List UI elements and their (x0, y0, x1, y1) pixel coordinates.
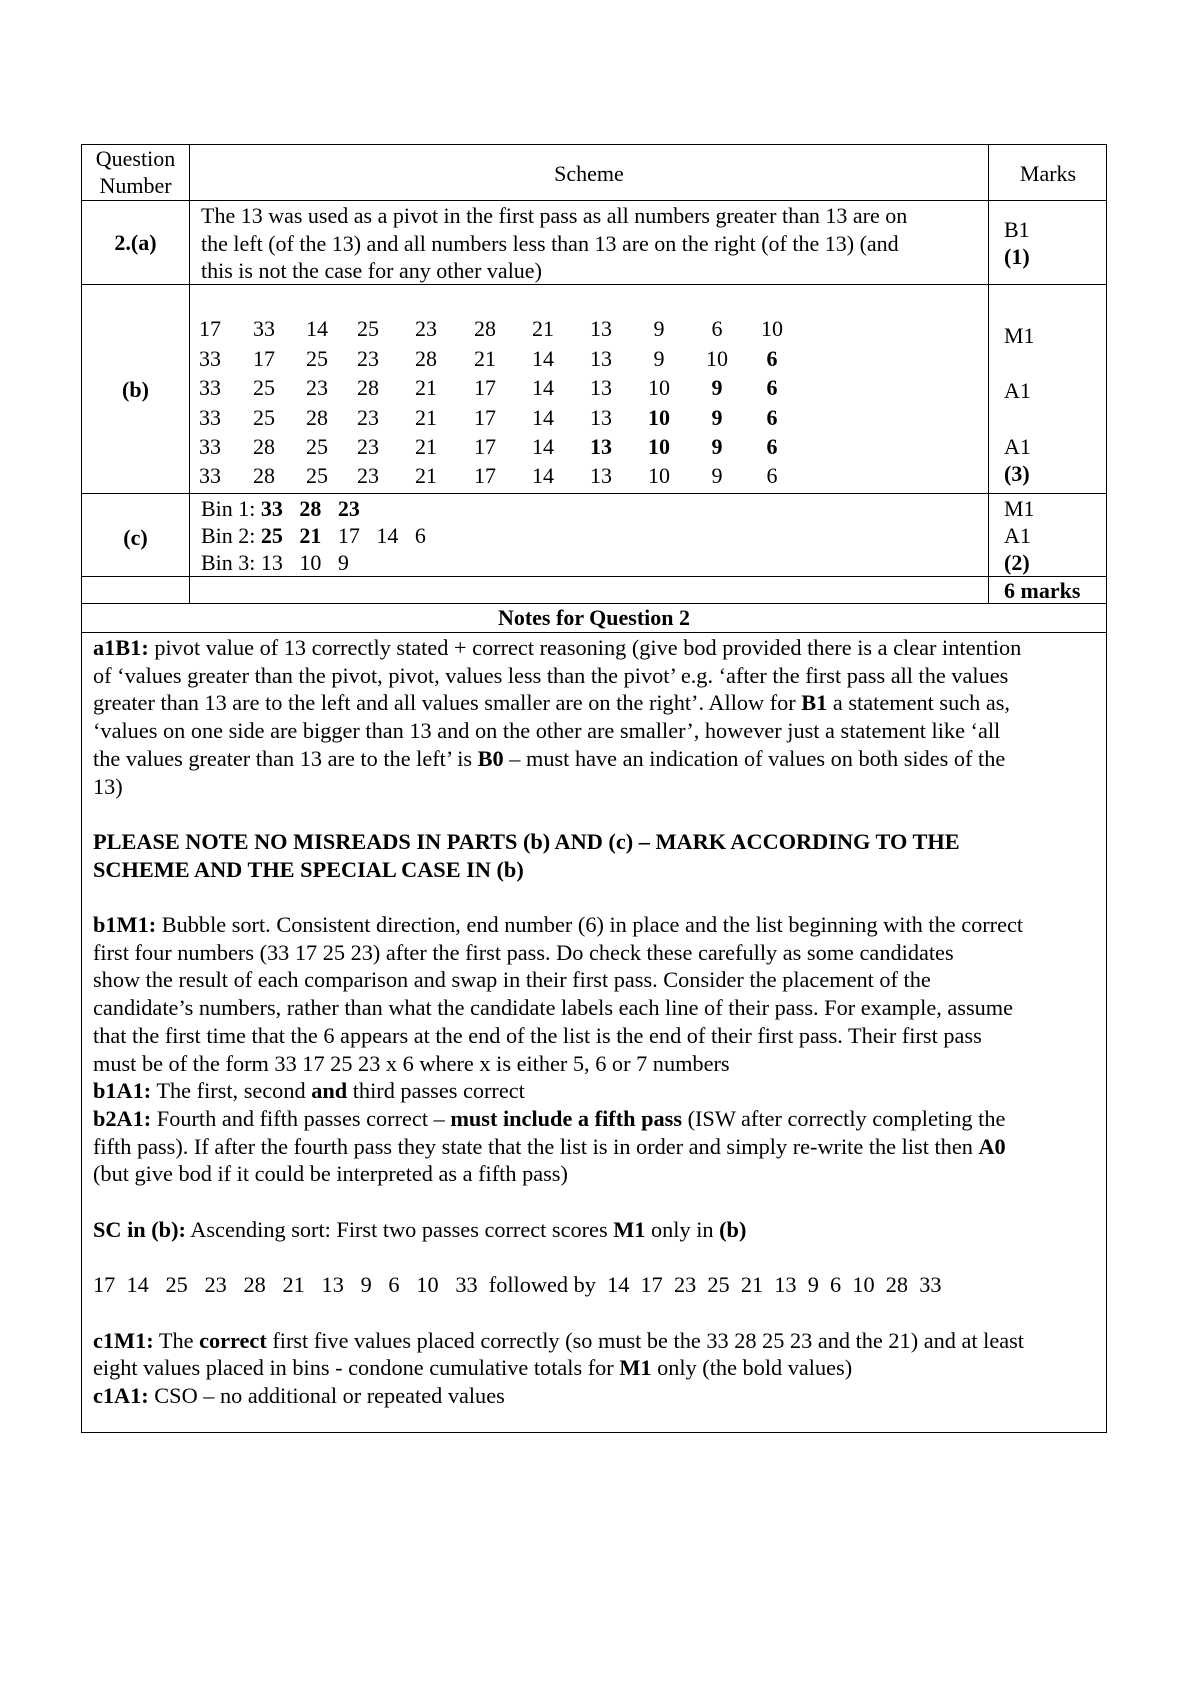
part-a-answer (201, 202, 986, 285)
notes-body (93, 634, 1098, 1410)
sort-value: 14 (532, 375, 554, 400)
sort-value: 21 (415, 434, 437, 459)
question-number-header-line2: Number (99, 173, 172, 198)
sort-value: 21 (532, 316, 554, 341)
note-text: third passes correct (347, 1078, 525, 1104)
bin-value-bold: 25 (260, 523, 300, 548)
sort-value: 6 (766, 375, 778, 400)
note-text-line: candidate’s numbers, rather than what the candidate labels each line of their pass. For example, assume (93, 995, 1014, 1021)
part-a-answer-line: the left (of the 13) and all numbers less than 13 are on the right (of the 13) (and (201, 230, 899, 256)
bin-value-bold: 28 (299, 496, 338, 521)
note-text: (ISW after correctly completing the (682, 1105, 1006, 1131)
sort-value: 23 (357, 434, 379, 459)
note-tag: c1M1: (93, 1327, 154, 1353)
sort-value: 33 (199, 463, 221, 488)
note-text-line: show the result of each comparison and swap in their first pass. Consider the placement of the (93, 967, 931, 993)
note-emphasis: (b) (719, 1216, 747, 1242)
note-text: CSO – no additional or repeated values (148, 1382, 505, 1408)
bin-line (201, 549, 442, 576)
sort-value: 28 (474, 316, 496, 341)
note-text: Ascending sort: First two passes correct scores (185, 1216, 614, 1242)
sort-value: 21 (415, 405, 437, 430)
note-text: Fourth and fifth passes correct – (151, 1105, 451, 1131)
bin-value: 10 (299, 550, 338, 575)
sort-value: 28 (415, 346, 437, 371)
note-text-line: (but give bod if it could be interpreted as a fifth pass) (93, 1161, 568, 1187)
note-text: only (the bold values) (651, 1355, 853, 1381)
sort-value: 25 (306, 463, 328, 488)
note-text-line: first four numbers (33 17 25 23) after the first pass. Do check these carefully as some candidates (93, 939, 954, 965)
sort-pass-row (0, 403, 800, 432)
bin-value: 9 (337, 550, 366, 575)
sort-value: 13 (590, 405, 612, 430)
sort-value: 6 (766, 434, 778, 459)
sort-value: 25 (306, 346, 328, 371)
sort-pass-row (0, 432, 800, 461)
note-tag: c1A1: (93, 1382, 149, 1408)
scheme-header: Scheme (554, 161, 624, 186)
note-text-line (93, 745, 1098, 773)
mark-code: B0 (477, 745, 504, 771)
bin-line (201, 522, 442, 549)
mark-code: B1 (1004, 217, 1030, 242)
sort-value: 28 (306, 405, 328, 430)
sort-value: 17 (474, 375, 496, 400)
sort-value: 25 (357, 316, 379, 341)
marks-header: Marks (1019, 161, 1077, 186)
sort-value: 23 (357, 463, 379, 488)
sort-value: 9 (711, 375, 723, 400)
sort-value: 33 (199, 375, 221, 400)
question-label-2c: (c) (123, 525, 148, 550)
bin-label: Bin 3: (201, 550, 261, 575)
sort-pass-row (0, 344, 800, 373)
sort-value: 17 (199, 316, 221, 341)
note-text-line: of ‘values greater than the pivot, pivot, values less than the pivot’ e.g. ‘after the first pass all the values (93, 662, 1009, 688)
please-note-line: PLEASE NOTE NO MISREADS IN PARTS (b) AND (c) – MARK ACCORDING TO THE (93, 828, 960, 854)
note-text: eight values placed in bins - condone cumulative totals for (93, 1355, 620, 1381)
note-text: fifth pass). If after the fourth pass they state that the list is in order and simply re-write the list then (93, 1133, 979, 1159)
note-special-case (93, 1216, 1098, 1244)
note-text: The first, second (151, 1078, 312, 1104)
sort-value: 6 (766, 405, 778, 430)
note-text: only in (645, 1216, 720, 1242)
special-case-sequence: 17 14 25 23 28 21 13 9 6 10 33 followed by 14 17 23 25 21 13 9 6 10 28 33 (93, 1272, 942, 1298)
sort-value: 17 (253, 346, 275, 371)
note-text: first five values placed correctly (so must be the 33 28 25 23 and the 21) and at least (266, 1327, 1024, 1353)
sort-value: 23 (415, 316, 437, 341)
note-emphasis: and (311, 1078, 348, 1104)
bin-packing-answer (201, 495, 442, 576)
sort-value: 28 (357, 375, 379, 400)
note-text: greater than 13 are to the left and all values smaller are on the right’. Allow for (93, 690, 802, 716)
sort-value: 13 (590, 463, 612, 488)
sort-value: 25 (306, 434, 328, 459)
sort-value: 21 (474, 346, 496, 371)
table-divider (81, 200, 1107, 201)
bin-value-bold: 23 (337, 496, 377, 521)
sort-value: 33 (199, 434, 221, 459)
note-c1a1 (93, 1382, 1098, 1410)
mark-code: M1 (613, 1216, 646, 1242)
table-divider (81, 576, 1107, 577)
note-text-line: 13) (93, 773, 123, 799)
note-text-line (93, 689, 1098, 717)
note-text: pivot value of 13 correctly stated + correct reasoning (give bod provided there is a clear intention (148, 635, 1022, 660)
sort-value: 10 (648, 405, 670, 430)
mark-subtotal: (1) (1004, 244, 1030, 269)
sort-value: 9 (653, 316, 665, 341)
note-a1b1 (93, 634, 1098, 662)
sort-pass-row (0, 314, 800, 343)
sort-value: 9 (711, 434, 723, 459)
note-text-line: that the first time that the 6 appears at the end of the list is the end of their first pass. Their first pass (93, 1022, 982, 1048)
note-tag: b2A1: (93, 1105, 152, 1131)
part-a-answer-line: this is not the case for any other value) (201, 258, 542, 283)
sort-value: 6 (766, 463, 778, 488)
note-text-line (93, 1133, 1098, 1161)
part-a-answer-line: The 13 was used as a pivot in the first pass as all numbers greater than 13 are on (201, 203, 908, 228)
note-tag: a1B1: (93, 635, 149, 660)
sort-value: 25 (253, 375, 275, 400)
sort-value: 17 (474, 405, 496, 430)
bin-value-bold: 21 (299, 523, 338, 548)
sort-pass-row (0, 461, 800, 490)
sort-value: 13 (590, 346, 612, 371)
bin-line (201, 495, 442, 522)
part-b-mark-m1: M1 (1004, 323, 1035, 348)
sort-value: 28 (253, 463, 275, 488)
sort-value: 10 (761, 316, 783, 341)
note-tag: b1A1: (93, 1078, 152, 1104)
note-c1m1 (93, 1327, 1098, 1355)
bin-value-bold: 33 (260, 496, 300, 521)
bin-value: 17 (337, 523, 377, 548)
sort-value: 14 (532, 405, 554, 430)
sort-value: 10 (706, 346, 728, 371)
notes-title: Notes for Question 2 (497, 605, 691, 630)
note-text-line: must be of the form 33 17 25 23 x 6 where x is either 5, 6 or 7 numbers (93, 1050, 730, 1076)
mark-code: A0 (978, 1133, 1006, 1159)
sort-value: 33 (199, 346, 221, 371)
sort-value: 9 (711, 405, 723, 430)
sort-value: 25 (253, 405, 275, 430)
sort-value: 6 (711, 316, 723, 341)
bin-value: 13 (260, 550, 300, 575)
note-b2a1 (93, 1105, 1098, 1133)
note-b1m1 (93, 911, 1098, 939)
sort-value: 6 (766, 346, 778, 371)
part-b-subtotal: (3) (1004, 461, 1030, 486)
table-divider (81, 493, 1107, 494)
question-number-header (82, 145, 189, 199)
part-c-marks (1004, 495, 1035, 576)
table-divider (988, 144, 989, 603)
sort-value: 14 (532, 463, 554, 488)
note-text: The (153, 1327, 200, 1353)
note-emphasis: must include a fifth pass (450, 1105, 682, 1131)
sort-value: 23 (306, 375, 328, 400)
note-text: a statement such as, (827, 690, 1010, 716)
note-text: Bubble sort. Consistent direction, end number (6) in place and the list beginning with the correct (156, 912, 1024, 937)
question-label-2a: 2.(a) (114, 230, 157, 255)
sort-value: 14 (532, 346, 554, 371)
bin-value: 14 (376, 523, 415, 548)
bin-label: Bin 1: (201, 496, 261, 521)
question-label-2b: (b) (122, 377, 149, 402)
mark-subtotal: (2) (1004, 550, 1030, 575)
sort-value: 33 (253, 316, 275, 341)
sort-value: 13 (590, 316, 612, 341)
question-number-header-line1: Question (95, 146, 176, 171)
sort-value: 9 (653, 346, 665, 371)
sort-value: 13 (590, 434, 612, 459)
sort-value: 21 (415, 375, 437, 400)
note-b1a1 (93, 1077, 1098, 1105)
mark-code: B1 (801, 690, 828, 716)
sort-value: 14 (306, 316, 328, 341)
bin-label: Bin 2: (201, 523, 261, 548)
mark-code: M1 (1004, 496, 1035, 521)
mark-code: A1 (1004, 523, 1031, 548)
sort-value: 17 (474, 434, 496, 459)
part-b-mark-a1: A1 (1004, 378, 1031, 403)
please-note-line: SCHEME AND THE SPECIAL CASE IN (b) (93, 856, 524, 882)
note-text: – must have an indication of values on both sides of the (503, 745, 1006, 771)
sort-value: 13 (590, 375, 612, 400)
sort-value: 14 (532, 434, 554, 459)
sort-value: 33 (199, 405, 221, 430)
note-tag: SC in (b): (93, 1216, 186, 1242)
sort-value: 17 (474, 463, 496, 488)
sort-value: 28 (253, 434, 275, 459)
note-tag: b1M1: (93, 912, 157, 937)
sort-pass-row (0, 373, 800, 402)
sort-value: 10 (648, 375, 670, 400)
mark-code: M1 (619, 1355, 652, 1381)
note-text: the values greater than 13 are to the left’ is (93, 745, 478, 771)
sort-value: 23 (357, 346, 379, 371)
note-text-line (93, 1354, 1098, 1382)
part-a-marks (1004, 216, 1030, 270)
sort-value: 9 (711, 463, 723, 488)
sort-value: 23 (357, 405, 379, 430)
sort-value: 10 (648, 463, 670, 488)
sort-value: 21 (415, 463, 437, 488)
part-b-mark-a1: A1 (1004, 434, 1031, 459)
note-emphasis: correct (199, 1327, 267, 1353)
total-marks: 6 marks (1004, 578, 1081, 603)
bin-value: 6 (414, 523, 443, 548)
note-text-line: ‘values on one side are bigger than 13 and on the other are smaller’, however just a statement like ‘all (93, 718, 1001, 744)
table-divider (81, 632, 1107, 633)
sort-value: 10 (648, 434, 670, 459)
